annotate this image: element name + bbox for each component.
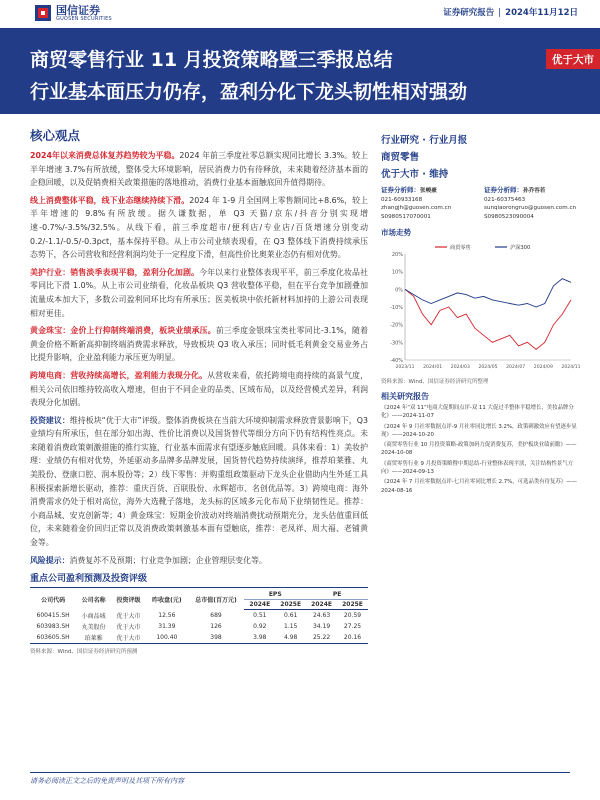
x-tick-label: 2024/03 <box>450 365 470 370</box>
section-title: 核心观点 <box>30 128 81 143</box>
market-trend-title: 市场走势 <box>381 228 411 237</box>
th-mcap: 总市值(百万元) <box>188 588 245 610</box>
trend-chart-svg <box>381 240 581 376</box>
main-content <box>30 126 368 655</box>
related-report[interactable]: 《商贸零售行业 10 月投资策略-政策加码力促消费复苏，美护板块业绩前瞻》——2024-10-08 <box>381 442 577 457</box>
analysts <box>381 186 577 221</box>
th-price: 昨收盘(元) <box>146 588 188 610</box>
paragraph-beauty: 美护行业：销售淡季表现平稳，盈利分化加剧。今年以来行业整体表现平平，前三季度化妆品社零同比下滑 1.0%。从上市公司业绩看，化妆品板块 Q3 营收整体平稳，但在平台竞争加剧叠加流量成本加大下，多数公司盈利同环比均有所承压；医美板块中依托新材料加持的上游公司表现相对更佳。 <box>30 267 368 318</box>
analyst-card: 证券分析师：张峻豪 021-60933168 zhangjh@guosen.com.cn S0980517070001 <box>381 186 452 220</box>
rating-line: 优于大市 · 维持 <box>381 169 449 180</box>
report-title: 商贸零售行业 11 月投资策略暨三季报总结 <box>30 49 393 71</box>
table-row: 600415.SH 小商品城 优于大市 12.56 689 0.51 0.61 24.63 20.59 <box>36 611 362 620</box>
y-tick-label: -20% <box>390 322 403 329</box>
x-tick-label: 2024/09 <box>533 365 553 370</box>
y-tick-label: -10% <box>390 305 403 311</box>
th-pe-y1: 2024E <box>306 600 337 610</box>
top-bar <box>0 0 600 26</box>
analyst-card: 证券分析师：孙乔容若 021-60375463 sunqiaorongruo@guosen.com.cn S0980523090004 <box>484 186 577 220</box>
y-tick-label: 10% <box>391 269 403 276</box>
paragraph-investment: 投资建议：维持板块“优于大市”评级。整体消费板块在当前大环境抑制需求释放背景影响下，Q3 业绩均有所承压，但在部分如出海、性价比消费以及国货替代等细分方向下仍有结构性亮点。未来随着消费政策刺激措施的推行实施，行业基本面需求有望逐步触底回暖。具体来看：1）美妆护理：业绩仍有相对优势，外延驱动多品牌多品牌发展，国货替代趋势持续演绎，推荐珀莱雅、丸美股份、登康口腔、润本股份等；2）线下零售：并购重组政策驱动下龙头企业借助内生外延工具积极探索新增长驱动，推荐：重庆百货、百联股份、永辉超市、名创优品等。3）跨境电商：海外消费需求仍处于相对高位，海外大选靴子落地，龙头标的区域多元化布局下业绩韧性足。推荐：小商品城、安克创新等；4）黄金珠宝：短期金价波动对终端消费扰动预期充分，龙头估值重回低位，未来随着金价回归正常以及消费政策刺激基本面有望触底，推荐：老凤祥、周大福、老铺黄金等。 <box>30 415 368 548</box>
x-tick-label: 2024/01 <box>423 365 443 370</box>
y-tick-label: -40% <box>390 358 403 364</box>
logo-en: GUOSEN SECURITIES <box>56 15 112 22</box>
forecast-table <box>30 587 368 644</box>
legend-label: 沪深300 <box>510 245 531 251</box>
paragraph-jewelry: 黄金珠宝：金价上行抑制终端消费，板块业绩承压。前三季度金银珠宝类社零同比-3.1%，随着黄金价格不断新高抑制终端消费需求释放，导致板块 Q3 收入承压；同时低毛利黄金交易业务占比提升影响，企业盈利能力承压更为明显。 <box>30 326 368 363</box>
related-title: 相关研究报告 <box>381 392 429 401</box>
report-subtitle: 行业基本面压力仍存，盈利分化下龙头韧性相对强劲 <box>30 81 468 103</box>
th-eps-y1: 2024E <box>244 600 275 610</box>
related-report[interactable]: 《2024 年 9 月社零数据点评-9 月社零同比增长 3.2%，政策刺激效应有望逐步显现》——2024-10-20 <box>381 423 577 438</box>
market-trend-chart <box>381 240 581 376</box>
logo-mark-icon <box>34 4 52 22</box>
related-report[interactable]: 《2024 年“双 11”电商大促期间点评-双 11 大促过半整体平稳增长，美妆品牌分化》——2024-11-07 <box>381 405 574 420</box>
y-tick-label: 20% <box>391 252 403 258</box>
table-note: 资料来源：Wind、国信证券经济研究所预测 <box>30 648 138 655</box>
industry-line: 行业研究 · 行业月报 <box>381 135 468 146</box>
guosen-logo <box>34 2 146 24</box>
x-tick-label: 2024/11 <box>561 365 581 370</box>
th-code: 公司代码 <box>30 588 76 610</box>
report-date: 2024年11月12日 <box>505 8 578 18</box>
logo-cn: 国信证券 <box>56 3 100 17</box>
y-tick-label: 0% <box>395 287 403 294</box>
th-eps: EPS <box>244 588 306 600</box>
x-tick-label: 2023/11 <box>395 365 415 370</box>
table-row: 603605.SH 珀莱雅 优于大市 100.40 398 3.98 4.98 25.22 20.16 <box>30 632 368 644</box>
x-tick-label: 2024/05 <box>478 365 498 370</box>
series-line-1 <box>405 279 571 307</box>
table-row: 603983.SH 丸美股份 优于大市 31.39 126 0.92 1.15 34.19 27.25 <box>36 622 362 631</box>
th-eps-y2: 2025E <box>275 600 306 610</box>
sidebar <box>381 132 581 497</box>
th-pe: PE <box>306 588 368 600</box>
legend-label: 商贸零售 <box>450 245 471 251</box>
y-tick-label: -30% <box>390 340 403 347</box>
chart-source: 资料来源：Wind、国信证券经济研究所整理 <box>381 379 489 385</box>
rating-tag: 优于大市 <box>546 49 600 69</box>
report-type: 证券研究报告 <box>443 8 495 18</box>
th-rating: 投资评级 <box>111 588 146 610</box>
footer-disclaimer: 请务必阅读正文之后的免责声明及其项下所有内容 <box>30 777 184 785</box>
th-pe-y2: 2025E <box>337 600 368 610</box>
report-meta: 证券研究报告 | 2024年11月12日 <box>443 8 578 18</box>
related-report[interactable]: 《商贸零售行业 9 月投资策略暨中期总结-行业整体表现平淡，关注结构性景气方向》——2024-09-13 <box>381 460 574 476</box>
footer-divider <box>30 772 570 773</box>
paragraph-crossborder: 跨境电商：营收持续高增长，盈利能力表现分化。从营收来看，依托跨境电商持续的高景气度，相关公司依旧维持较高收入增速，但由于不同企业的品类、区域布局，以及经营模式差异，利润表现分化加剧。 <box>30 370 368 408</box>
related-report[interactable]: 《2024 年 7 月社零数据点评-七月社零同比增长 2.7%，可选品类有待复苏》——2024-08-16 <box>381 479 577 494</box>
x-tick-label: 2024/07 <box>506 365 526 370</box>
paragraph-online-offline: 线上消费整体平稳，线下业态继续持续下滑。2024 年 1-9 月全国网上零售额同比+8.6%，较上半年增速的 9.8%有所放缓。据久谦数据，单 Q3 天猫/京东/抖音分别实现增速-0.7%/-3.5%/32.5%。从线下看，前三季度超市/便利店/专业店/百货增速分别变动 0.2/-1.1/-0.5/-0.3pct，基本保持平稳。从上市公司业绩表现看，在 Q3 整体线下消费持续承压态势下，各公司营收和经营利润均处于一定程度下滑，但高性价比奥莱业态仍有相对优势。 <box>30 195 368 260</box>
table-title: 重点公司盈利预测及投资评级 <box>30 574 148 585</box>
th-name: 公司名称 <box>76 588 111 610</box>
paragraph-risk: 风险提示：消费复苏不及预期；行业竞争加剧；企业管理层变化等。 <box>30 555 267 565</box>
paragraph-consumption: 2024年以来消费总体复苏趋势较为平稳。2024 年前三季度社零总额实现同比增长 3.3%。较上半年增速 3.7%有所放缓，整体受大环境影响，居民消费力仍有待释放，未来随着经济基本面的企稳回暖，以及促销费相关政策措施的落地推动，消费行业基本面触底回升值得期待。 <box>30 151 368 188</box>
sector: 商贸零售 <box>381 152 420 163</box>
